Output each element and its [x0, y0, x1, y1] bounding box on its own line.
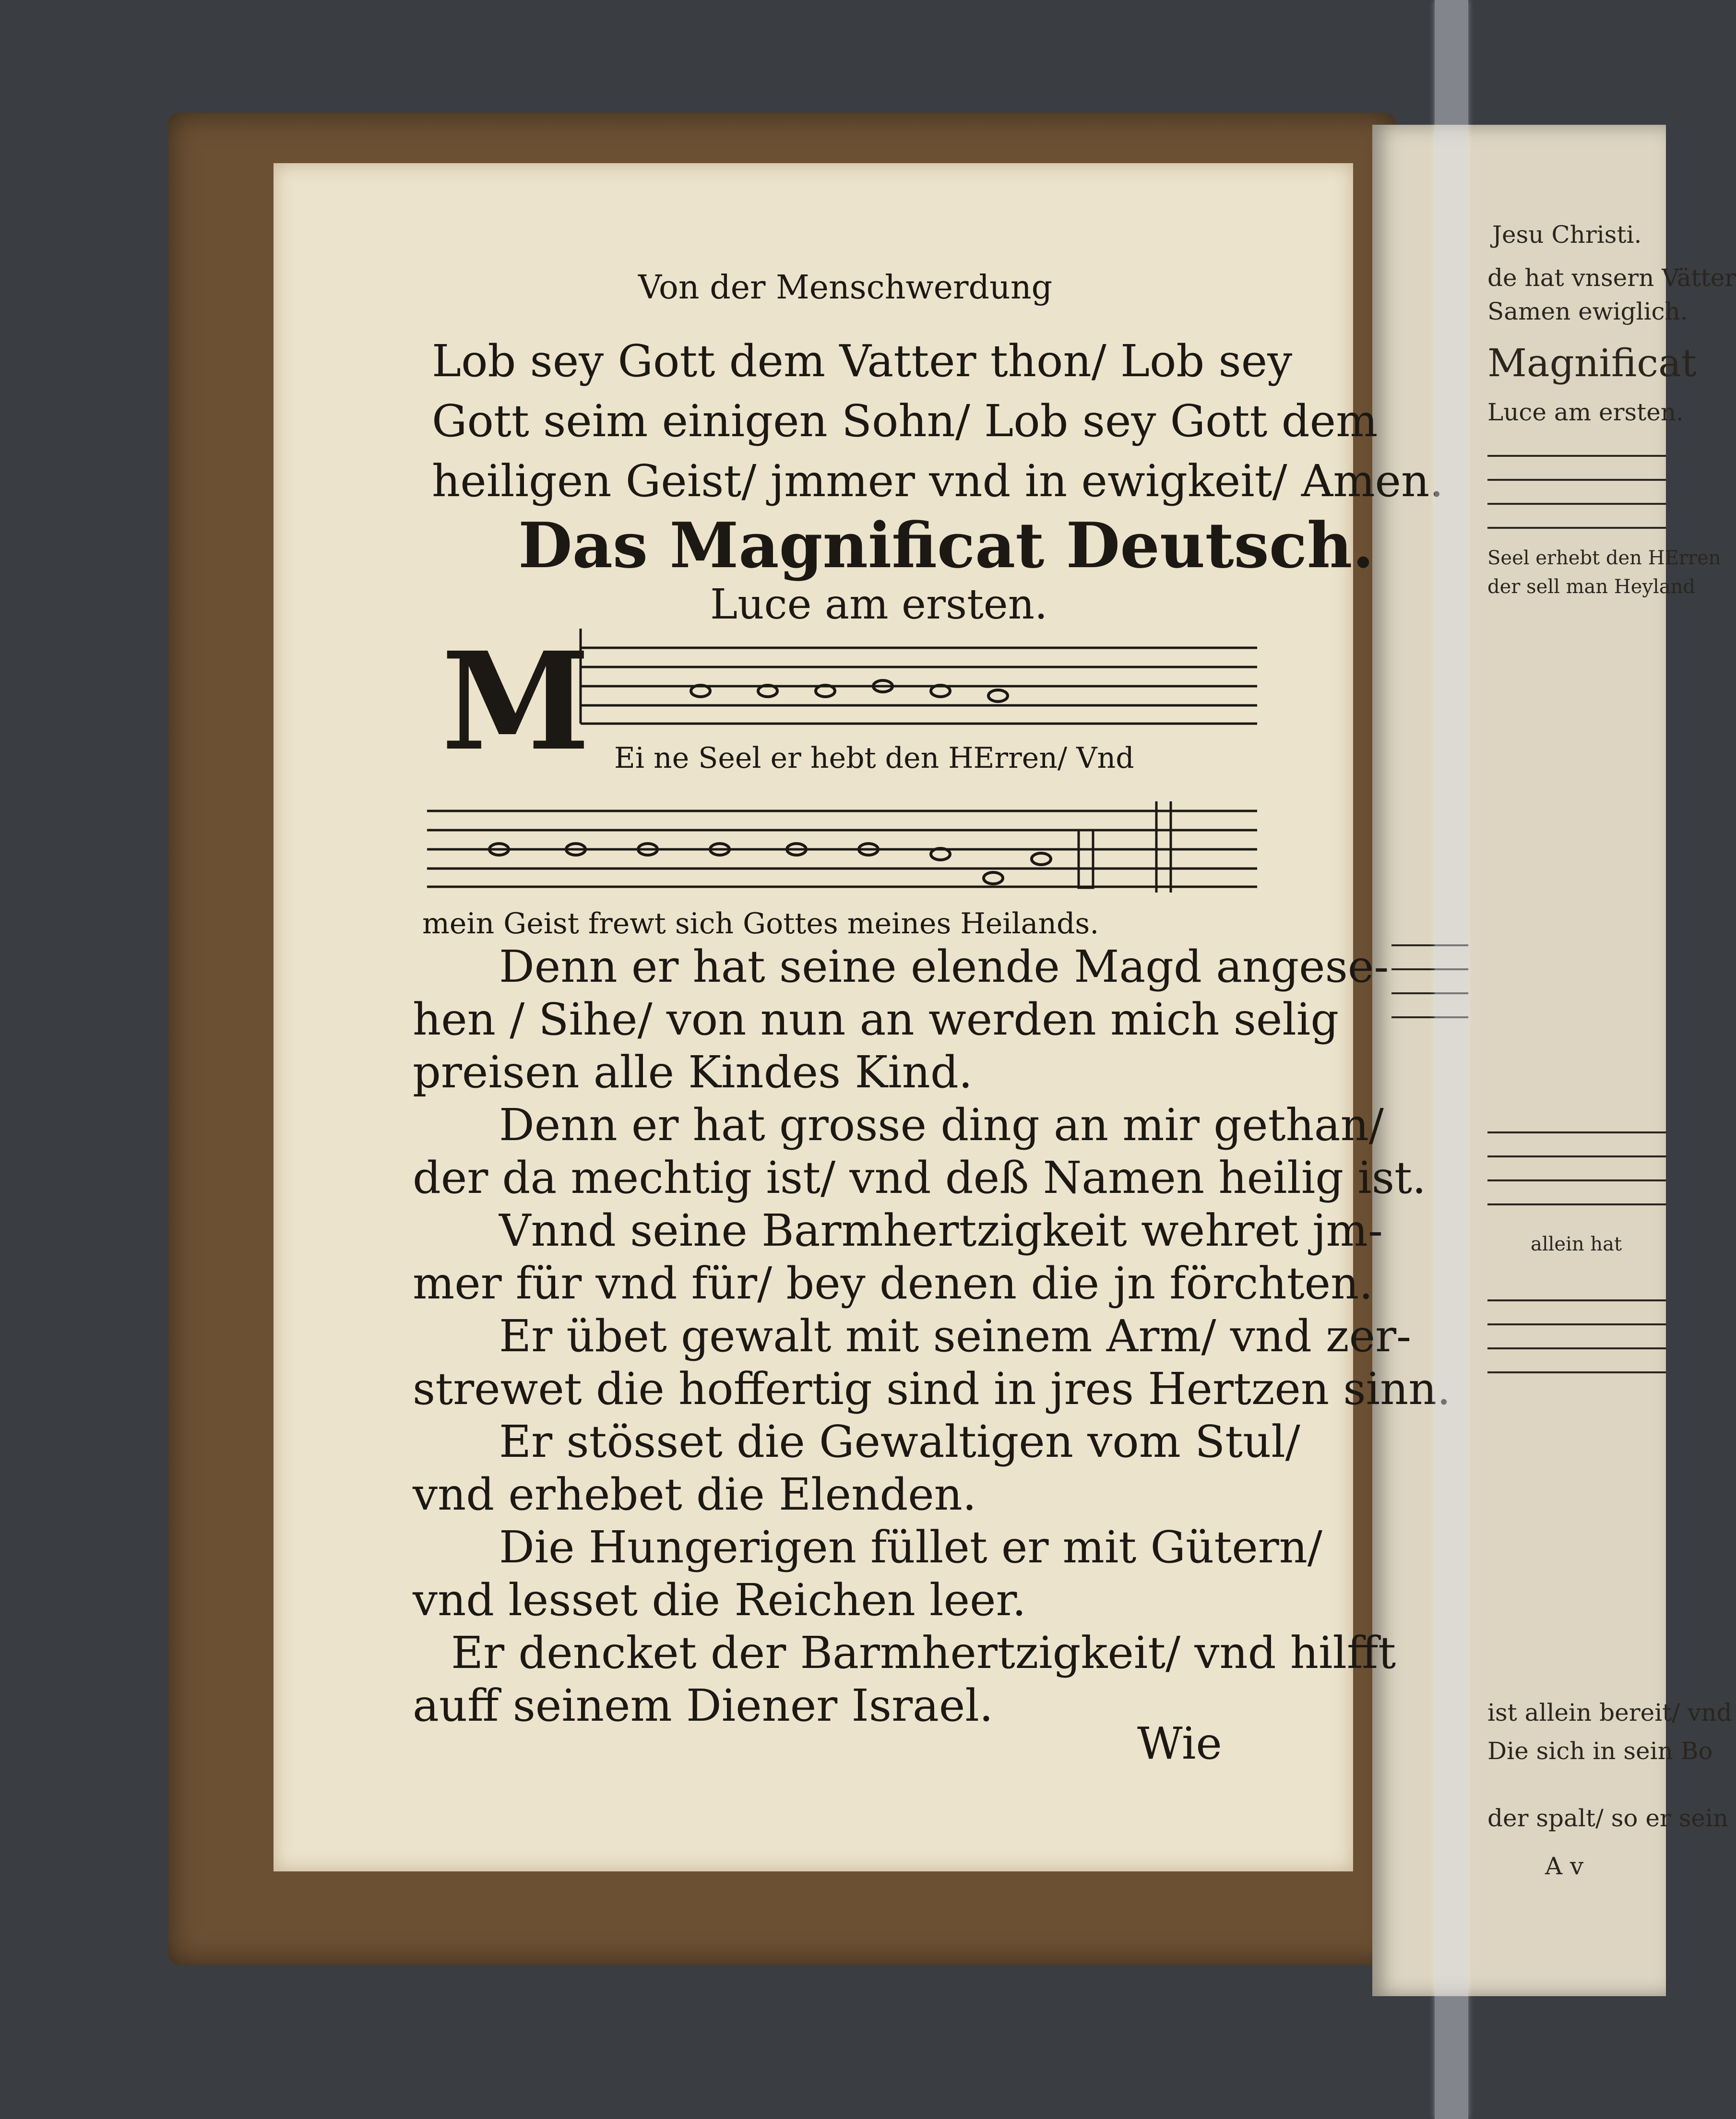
verse-line: auff seinem Diener Israel. — [413, 1680, 994, 1731]
verse-line: hen / Sihe/ von nun an werden mich selig — [413, 994, 1339, 1045]
hymn-subtitle: Luce am ersten. — [710, 581, 1048, 629]
right-signature: A v — [1545, 1852, 1584, 1880]
magnificat-verses — [413, 940, 1451, 1732]
right-text-line: ist allein bereit/ vnd — [1487, 1699, 1732, 1726]
verse-line: Vnnd seine Barmhertzigkeit wehret jm- — [499, 1205, 1383, 1256]
music-staves — [422, 619, 1262, 955]
verse-line: strewet die hoffertig sind in jres Hertzen sinn. — [413, 1363, 1451, 1415]
doxology-line: Lob sey Gott dem Vatter thon/ Lob sey — [432, 335, 1293, 387]
right-running-header: Jesu Christi. — [1492, 221, 1642, 249]
running-header: Von der Menschwerdung — [638, 269, 1053, 307]
right-text-line: Samen ewiglich. — [1487, 298, 1688, 325]
right-lyric: der sell man Heyland — [1487, 576, 1696, 598]
page-holder-clip — [1435, 0, 1468, 2119]
music-notation — [422, 619, 1262, 955]
verse-line: Er stösset die Gewaltigen vom Stul/ — [499, 1416, 1300, 1467]
right-lyric: allein hat — [1531, 1233, 1622, 1255]
doxology-text — [432, 331, 1444, 511]
right-title: Magnificat — [1487, 341, 1697, 385]
hymn-title: Das Magnificat Deutsch. — [518, 509, 1374, 582]
doxology-line: heiligen Geist/ jmmer vnd in ewigkeit/ Amen. — [432, 455, 1444, 507]
verse-line: Er übet gewalt mit seinem Arm/ vnd zer- — [499, 1310, 1412, 1362]
right-lyric: Seel erhebt den HErren — [1487, 547, 1721, 569]
right-text-line: der spalt/ so er sein — [1487, 1804, 1729, 1832]
right-text-line: de hat vnsern Vätter — [1487, 264, 1736, 292]
verse-line: Er dencket der Barmhertzigkeit/ vnd hilfft — [451, 1627, 1396, 1679]
verse-line: Denn er hat seine elende Magd angese- — [499, 941, 1389, 992]
decorated-initial: M — [441, 623, 590, 781]
verse-line: Denn er hat grosse ding an mir gethan/ — [499, 1099, 1384, 1151]
verse-line: vnd lesset die Reichen leer. — [413, 1574, 1026, 1626]
verse-line: Die Hungerigen füllet er mit Gütern/ — [499, 1522, 1322, 1573]
doxology-line: Gott seim einigen Sohn/ Lob sey Gott dem — [432, 395, 1378, 447]
verse-line: der da mechtig ist/ vnd deß Namen heilig ist. — [413, 1152, 1427, 1203]
verse-line: vnd erhebet die Elenden. — [413, 1469, 977, 1520]
catchword: Wie — [1137, 1718, 1222, 1769]
lyric-line: mein Geist frewt sich Gottes meines Heilands. — [422, 907, 1099, 940]
verse-line: mer für vnd für/ bey denen die jn förchten. — [413, 1258, 1373, 1309]
right-subtitle: Luce am ersten. — [1487, 398, 1684, 426]
verse-line: preisen alle Kindes Kind. — [413, 1047, 973, 1098]
right-text-line: Die sich in sein Bo — [1487, 1737, 1713, 1765]
lyric-line: Ei ne Seel er hebt den HErren/ Vnd — [614, 741, 1134, 775]
